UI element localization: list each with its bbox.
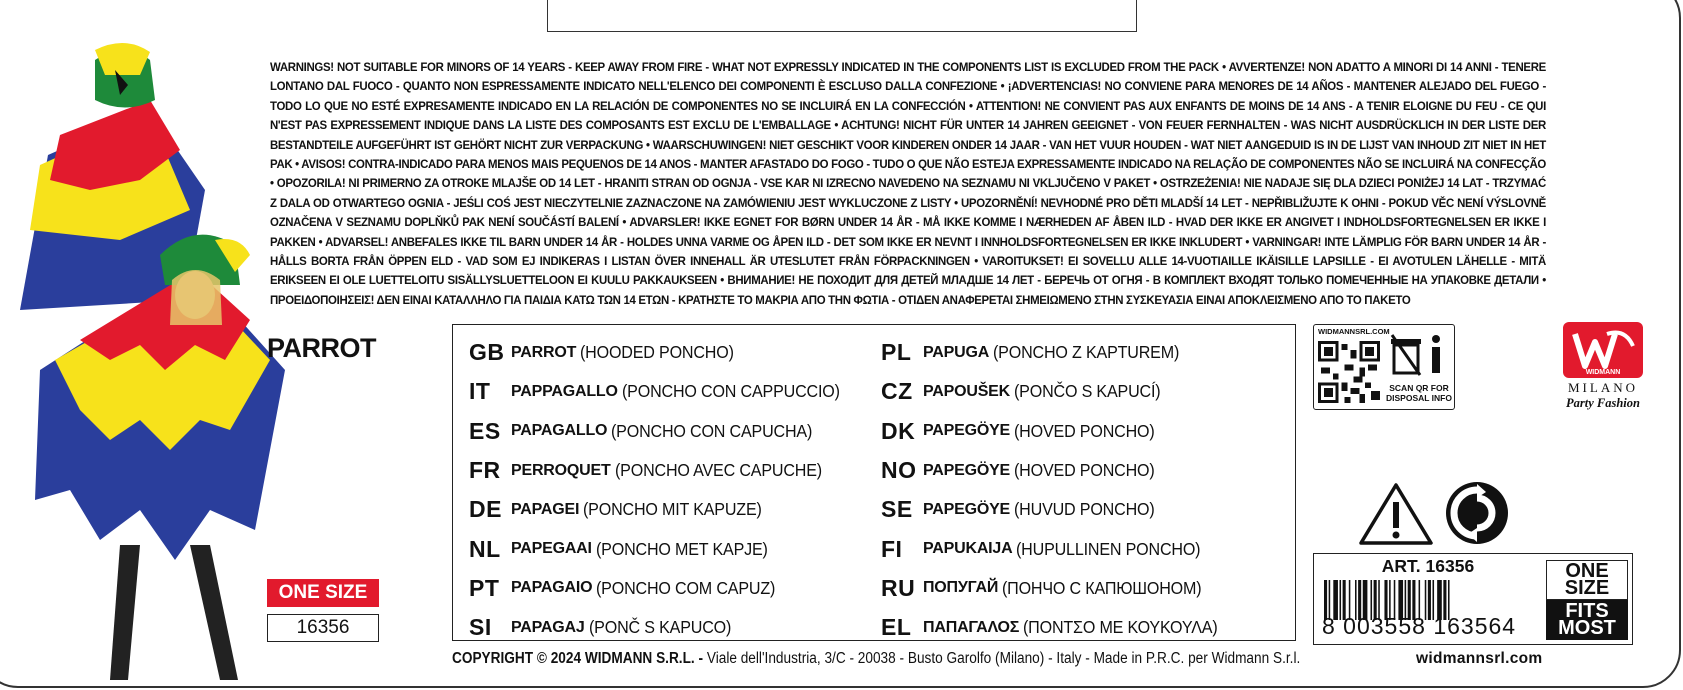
language-code: SE bbox=[881, 496, 913, 523]
product-name-translated: PAPEGAAI bbox=[511, 540, 592, 558]
warning-triangle-icon bbox=[1358, 482, 1434, 546]
copyright-bold: COPYRIGHT © 2024 WIDMANN S.R.L. - bbox=[452, 650, 704, 667]
language-code: NO bbox=[881, 457, 917, 484]
brand-tagline: Party Fashion bbox=[1566, 396, 1640, 410]
product-description: (PONCHO CON CAPPUCCIO) bbox=[621, 381, 840, 402]
product-description: (PONCHO MIT KAPUZE) bbox=[583, 499, 762, 520]
qr-disposal-box bbox=[1313, 324, 1455, 410]
language-code: PT bbox=[469, 574, 500, 601]
product-name-translated: ПОПУГАЙ bbox=[923, 579, 999, 597]
barcode-art-label: ART. 16356 bbox=[1381, 556, 1475, 576]
barcode-number: 8 003558 163564 bbox=[1322, 613, 1517, 639]
language-code: FR bbox=[469, 457, 501, 484]
language-code: IT bbox=[469, 378, 491, 405]
copyright-address: Viale dell'Industria, 3/C - 20038 - Busto Garolfo (Milano) - Italy - Made in P.R.C. per Widmann S.r.l. bbox=[703, 650, 1301, 667]
product-name-translated: PAPEGÖYE bbox=[923, 500, 1011, 518]
language-code: DE bbox=[469, 496, 502, 523]
size-badge: ONE SIZE bbox=[267, 579, 379, 607]
translation-row bbox=[881, 569, 1281, 608]
product-name-translated: ΠΑΠΑΓΑΛΟΣ bbox=[923, 618, 1020, 636]
translations-box bbox=[452, 324, 1296, 641]
translation-row bbox=[469, 412, 869, 451]
top-tab bbox=[547, 0, 1137, 32]
one-size-label bbox=[1546, 560, 1628, 600]
product-name-translated: PAPEGÖYE bbox=[923, 422, 1011, 440]
product-name-translated: PAPAGAIO bbox=[511, 579, 593, 597]
product-description: (PONCHO COM CAPUZ) bbox=[596, 577, 776, 598]
logo-text: WIDMANN bbox=[1585, 369, 1621, 376]
translation-row bbox=[881, 372, 1281, 411]
translations-right bbox=[881, 333, 1281, 647]
product-description: (ΠΟΝΤΣΟ ΜΕ ΚΟΥΚΟΥΛΑ) bbox=[1023, 617, 1218, 638]
language-code: GB bbox=[469, 339, 505, 366]
product-description: (HUVUD PONCHO) bbox=[1014, 499, 1155, 520]
product-name-translated: PERROQUET bbox=[511, 461, 611, 479]
translation-row bbox=[469, 569, 869, 608]
language-code: ES bbox=[469, 417, 501, 444]
product-name-translated: PAPEGÖYE bbox=[923, 461, 1011, 479]
language-code: SI bbox=[469, 614, 492, 641]
language-code: PL bbox=[881, 339, 912, 366]
translations-left bbox=[469, 333, 869, 647]
product-name-translated: PAPAGALLO bbox=[511, 422, 608, 440]
warnings-text: WARNINGS! NOT SUITABLE FOR MINORS OF 14 YEARS - KEEP AWAY FROM FIRE - WHAT NOT EXPRESSLY INDICATED IN THE COMPONENTS LIST IS EXCLUDED FROM THE PACK • AVVERTENZE! NON ADATTO A MINORI DI 14 ANNI - TENERE LONTANO DAL FUOCO - QUANTO NON ESPRESSAMENTE INDICATO NELL'ELENCO DEI COMPONENTI È ESCLUSO DALLA CONFEZIONE • ¡ADVERTENCIAS! NO CONVIENE PARA MENORES DE 14 AÑOS - MANTENER ALEJADO DEL FUEGO - TODO LO QUE NO ESTÉ EXPRESAMENTE INDICADO EN LA RELACIÓN DE COMPONENTES NO SE INCLUIRÁ EN LA CONFECCIÓN • ATTENTION! NE CONVIENT PAS AUX ENFANTS DE MOINS DE 14 ANS - A TENIR ELOIGNE DU FEU - CE QUI N'EST PAS EXPRESSEMENT INDIQUE DANS LA LISTE DES COMPOSANTS EST EXCLU DE L'EMBALLAGE • ACHTUNG! NICHT FÜR UNTER 14 JAHREN GEEIGNET - VON FEUER FERNHALTEN - WAS NICHT AUSDRÜCKLICH IN DER LISTE DER BESTANDTEILE AUFGEFÜHRT IST GEHÖRT NICHT ZUR VERPACKUNG • WAARSCHUWINGEN! NIET GESCHIKT VOOR KINDEREN ONDER 14 JAAR - VAN HET VUUR HOUDEN - WAT NIET AANGEDUID IS IN DE LIJST VAN INHOUD ZIT NIET IN HET PAK • AVISOS! CONTRA-INDICADO PARA MENOS MAIS PEQUENOS DE 14 ANOS - MANTER AFASTADO DO FOGO - TUDO O QUE NÃO ESTEJA EXPRESSAMENTE INDICADO NA RELAÇÃO DE COMPONENTES NÃO SE INCLUIRÁ NA CONFECÇÃO • OPOZORILA! NI PRIMERNO ZA OTROKE MLAJŠE OD 14 LET - HRANITI STRAN OD OGNJA - VSE KAR NI IZRECNO NAVEDENO NA SEZNAMU NI VKLJUČENO V PAKET • OSTRZEŻENIA! NIE NADAJE SIĘ DLA DZIECI PONIŻEJ 14 LAT - TRZYMAĆ Z DALA OD OTWARTEGO OGNIA - JEŚLI COŚ JEST NIECZYTELNIE ZAZNACZONE NA ZAMÓWIENIU JEST WYKLUCZONE Z LISTY • UPOZORNĚNÍ! NEVHODNÉ PRO DĚTI MLADŠÍ 14 LET - NEPŘIBLIŽUJTE K OHNI - POKUD VĚC NENÍ VÝSLOVNĚ OZNAČENA V SEZNAMU DOPLŇKŮ PAK NENÍ SOUČÁSTÍ BALENÍ • ADVARSLER! IKKE EGNET FOR BØRN UNDER 14 ÅR - MÅ IKKE KOMME I NÆRHEDEN AF ÅBEN ILD - HVAD DER IKKE ER ANGIVET I INDHOLDSFORTEGNELSEN ER IKKE I PAKKEN • ADVARSEL! ANBEFALES IKKE TIL BARN UNDER 14 ÅR - HOLDES UNNA VARME OG ÅPEN ILD - DET SOM IKKE ER NEVNT I INNHOLDSFORTEGNELSEN ER IKKE INKLUDERT • VARNINGAR! INTE LÄMPLIG FÖR BARN UNDER 14 ÅR - HÅLLS BORTA FRÅN ÖPPEN ELD - VAD SOM EJ INDIKERAS I LISTAN ÖVER INNEHALL ÄR UTESLUTET FRÅN FÖRPACKNINGEN • VAROITUKSET! EI SOVELLU ALLE 14-VUOTIAILLE IKÄISILLE LAPSILLE - EI AVOTULEN LÄHELLE - MITÄ ERIKSEEN EI OLE LUETTELOITU SISÄLLYSLUETTELOON EI KUULU PAKKAUKSEEN • ВНИМАНИЕ! НЕ ПОХОДИТ ДЛЯ ДЕТЕЙ МЛАДШЕ 14 ЛЕТ - БЕРЕЧЬ ОТ ОГНЯ - В КОМПЛЕКТ ВХОДЯТ ТОЛЬКО ПОМЕЧЕННЫЕ НА УПАКОВКЕ ДЕТАЛИ • ΠΡΟΕΙΔΟΠΟΙΗΣΕΙΣ! ΔΕΝ ΕΙΝΑΙ ΚΑΤΑΛΛΗΛΟ ΓΙΑ ΠΑΙΔΙΑ ΚΑΤΩ ΤΩΝ 14 ΕΤΩΝ - ΚΡΑΤΗΣΤΕ ΤΟ ΜΑΚΡΙΑ ΑΠΟ ΤΗΝ ΦΩΤΙΑ - ΟΤΙΔΕΝ ΑΝΑΦΕΡΕΤΑΙ ΣΗΜΕΙΩΜΕΝΟ ΣΤΗΝ ΣΥΣΚΕΥΑΣΙΑ ΕΙΝΑΙ ΑΠΟΚΛΕΙΣΜΕΝΟ ΑΠΟ ΤΟ ΠΑΚΕΤΟ bbox=[270, 60, 1546, 307]
brand-city: MILANO bbox=[1568, 380, 1638, 395]
widmann-logo-icon bbox=[1563, 322, 1643, 378]
translation-row bbox=[881, 490, 1281, 529]
product-description: (PONCHO CON CAPUCHA) bbox=[611, 420, 813, 441]
translation-row bbox=[881, 333, 1281, 372]
qr-code-icon bbox=[1318, 339, 1380, 405]
language-code: DK bbox=[881, 417, 916, 444]
product-name-translated: PARROT bbox=[511, 343, 577, 361]
translation-row bbox=[881, 608, 1281, 647]
disposal-bin-icon bbox=[1388, 331, 1448, 377]
translation-row bbox=[469, 529, 869, 568]
product-description: (ПОНЧО С КАПЮШОНОМ) bbox=[1002, 577, 1202, 598]
translation-row bbox=[881, 529, 1281, 568]
product-description: (PONCHO AVEC CAPUCHE) bbox=[614, 460, 822, 481]
translation-row bbox=[469, 451, 869, 490]
product-description: (PONCHO MET KAPJE) bbox=[595, 538, 768, 559]
translation-row bbox=[881, 451, 1281, 490]
fits-line-4: MOST bbox=[1558, 617, 1616, 639]
language-code: RU bbox=[881, 574, 916, 601]
product-name-translated: PAPUGA bbox=[923, 343, 990, 361]
product-description: (PONČ S KAPUCO) bbox=[588, 617, 731, 638]
translation-row bbox=[881, 412, 1281, 451]
costume-photo bbox=[0, 40, 310, 680]
product-name-translated: PAPUKAIJA bbox=[923, 540, 1013, 558]
product-name: PARROT bbox=[267, 333, 376, 363]
product-name-translated: PAPOUŠEK bbox=[923, 382, 1011, 400]
language-code: CZ bbox=[881, 378, 913, 405]
product-name-translated: PAPAGEI bbox=[511, 500, 580, 518]
product-description: (PONCHO Z KAPTUREM) bbox=[993, 342, 1180, 363]
fits-line-3: FITS bbox=[1565, 600, 1609, 622]
brand-logo bbox=[1553, 320, 1663, 412]
language-code: FI bbox=[881, 535, 903, 562]
fits-most-badge bbox=[1546, 560, 1628, 640]
translation-row bbox=[469, 490, 869, 529]
product-name-translated: PAPPAGALLO bbox=[511, 382, 618, 400]
language-code: NL bbox=[469, 535, 501, 562]
product-description: (HOVED PONCHO) bbox=[1014, 460, 1155, 481]
product-description: (HUPULLINEN PONCHO) bbox=[1016, 538, 1201, 559]
translation-row bbox=[469, 372, 869, 411]
art-number-box: 16356 bbox=[267, 614, 379, 642]
copyright-line bbox=[452, 650, 1300, 668]
barcode-box bbox=[1313, 553, 1633, 645]
product-name-translated: PAPAGAJ bbox=[511, 618, 585, 636]
language-code: EL bbox=[881, 614, 912, 641]
translation-row bbox=[469, 608, 869, 647]
qr-caption: SCAN QR FOR DISPOSAL INFO bbox=[1386, 383, 1452, 403]
qr-top-label: WIDMANNSRL.COM bbox=[1318, 327, 1390, 336]
product-description: (HOODED PONCHO) bbox=[580, 342, 734, 363]
product-description: (HOVED PONCHO) bbox=[1014, 420, 1155, 441]
website-link[interactable]: widmannsrl.com bbox=[1416, 650, 1543, 667]
fits-line-1: ONE bbox=[1565, 560, 1609, 582]
product-description: (PONČO S KAPUCÍ) bbox=[1014, 381, 1161, 402]
green-dot-icon bbox=[1444, 480, 1510, 546]
fits-line-2: SIZE bbox=[1564, 577, 1610, 599]
translation-row bbox=[469, 333, 869, 372]
fits-most-label bbox=[1546, 600, 1628, 640]
